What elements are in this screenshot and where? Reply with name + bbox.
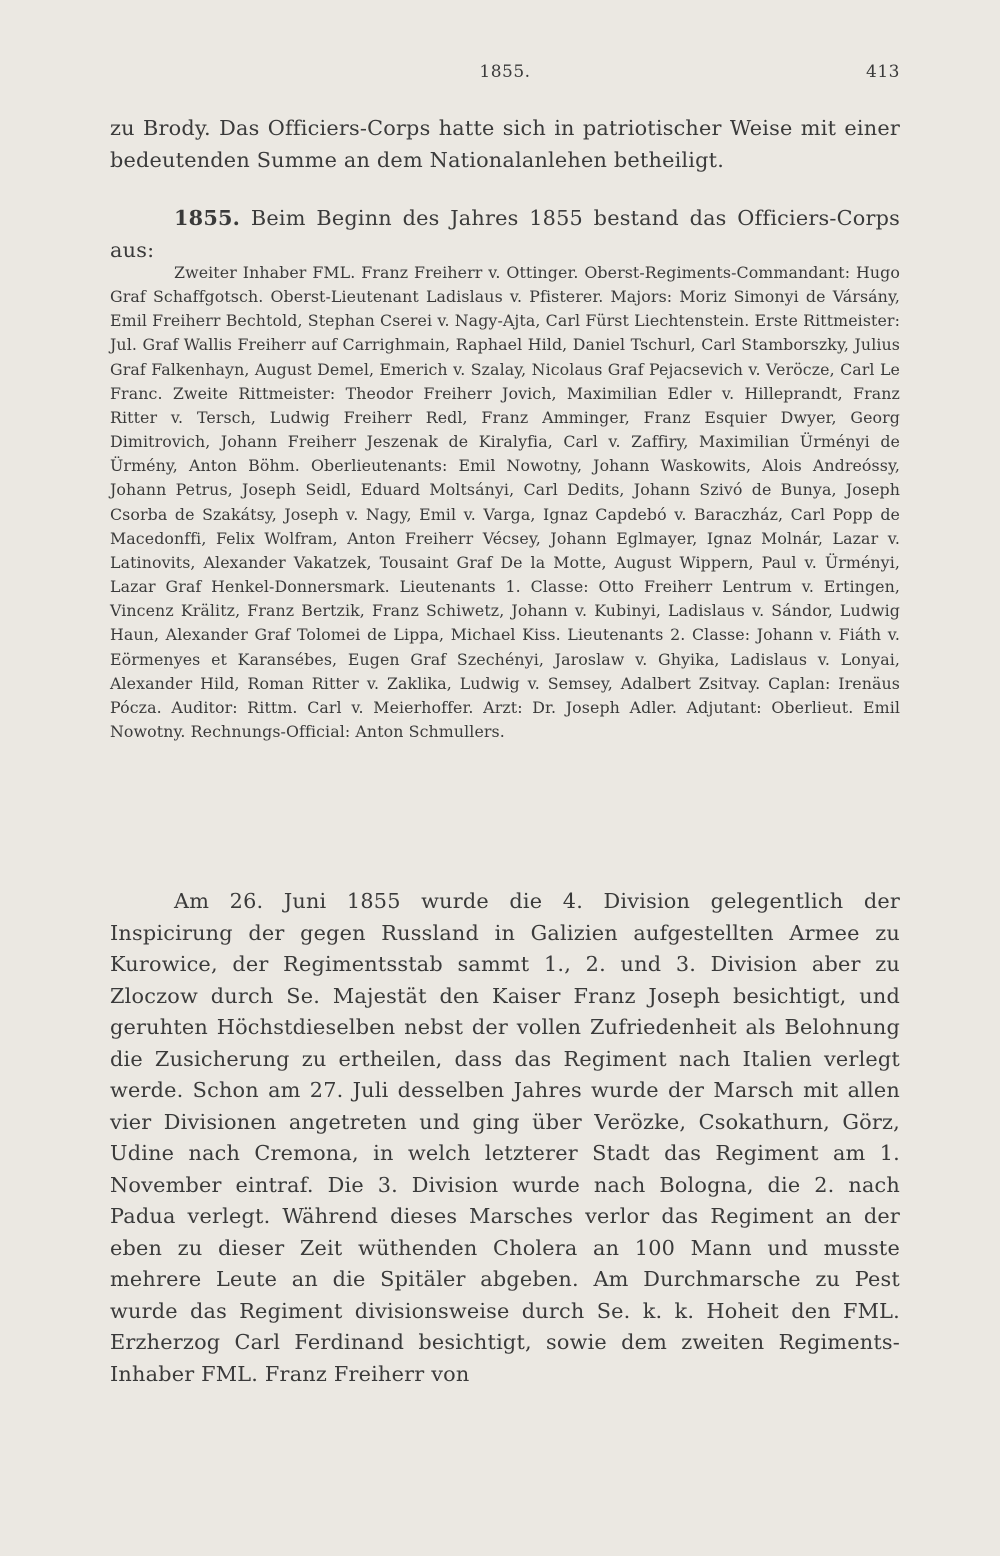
officer-roster-block: [110, 261, 900, 744]
narrative-block: [110, 886, 900, 1390]
intro-paragraph-block: [110, 113, 900, 176]
running-header: [110, 62, 900, 86]
intro-paragraph: zu Brody. Das Officiers-Corps hatte sich in patriotischer Weise mit einer bedeutenden Summe an dem Nationalanlehen betheiligt.: [110, 116, 900, 172]
year-intro-text: Beim Beginn des Jahres 1855 bestand das Officiers-Corps aus:: [110, 206, 900, 262]
year-heading: 1855.: [174, 205, 241, 230]
narrative-paragraph: Am 26. Juni 1855 wurde die 4. Division gelegentlich der Inspicirung der gegen Russland in Galizien aufgestellten Armee zu Kurowice, der Regimentsstab sammt 1., 2. und 3. Division aber zu Zloczow durch Se. Majestät den Kaiser Franz Joseph besichtigt, und geruhten Höchstdieselben nebst der vollen Zufriedenheit als Belohnung die Zusicherung zu ertheilen, dass das Regiment nach Italien verlegt werde. Schon am 27. Juli desselben Jahres wurde der Marsch mit allen vier Divisionen angetreten und ging über Verözke, Csokathurn, Görz, Udine nach Cremona, in welch letzterer Stadt das Regiment am 1. November eintraf. Die 3. Division wurde nach Bologna, die 2. nach Padua verlegt. Während dieses Marsches verlor das Regiment an der eben zu dieser Zeit wüthenden Cholera an 100 Mann und musste mehrere Leute an die Spitäler abgeben. Am Durchmarsche zu Pest wurde das Regiment divisionsweise durch Se. k. k. Hoheit den FML. Erzherzog Carl Ferdinand besichtigt, sowie dem zweiten Regiments-Inhaber FML. Franz Freiherr von: [110, 889, 900, 1386]
header-year: 1855.: [479, 62, 531, 82]
year-section-block: [110, 202, 900, 266]
page-number: 413: [866, 62, 900, 82]
officer-roster-paragraph: Zweiter Inhaber FML. Franz Freiherr v. Ottinger. Oberst-Regiments-Commandant: Hugo Graf Schaffgotsch. Oberst-Lieutenant Ladislaus v. Pfisterer. Majors: Moriz Simonyi de Vársány, Emil Freiherr Bechtold, Stephan Cserei v. Nagy-Ajta, Carl Fürst Liechtenstein. Erste Rittmeister: Jul. Graf Wallis Freiherr auf Carrighmain, Raphael Hild, Daniel Tschurl, Carl Stamborszky, Julius Graf Falkenhayn, August Demel, Emerich v. Szalay, Nicolaus Graf Pejacsevich v. Veröcze, Carl Le Franc. Zweite Rittmeister: Theodor Freiherr Jovich, Maximilian Edler v. Hilleprandt, Franz Ritter v. Tersch, Ludwig Freiherr Redl, Franz Amminger, Franz Esquier Dwyer, Georg Dimitrovich, Johann Freiherr Jeszenak de Kiralyfia, Carl v. Zaffiry, Maximilian Ürményi de Ürmény, Anton Böhm. Oberlieutenants: Emil Nowotny, Johann Waskowits, Alois Andreóssy, Johann Petrus, Joseph Seidl, Eduard Moltsányi, Carl Dedits, Johann Szivó de Bunya, Joseph Csorba de Szakátsy, Joseph v. Nagy, Emil v. Varga, Ignaz Capdebó v. Baraczház, Carl Popp de Macedonffi, Felix Wolfram, Anton Freiherr Vécsey, Johann Eglmayer, Ignaz Molnár, Lazar v. Latinovits, Alexander Vakatzek, Tousaint Graf De la Motte, August Wippern, Paul v. Ürményi, Lazar Graf Henkel-Donnersmark. Lieutenants 1. Classe: Otto Freiherr Lentrum v. Ertingen, Vincenz Krälitz, Franz Bertzik, Franz Schiwetz, Johann v. Kubinyi, Ladislaus v. Sándor, Ludwig Haun, Alexander Graf Tolomei de Lippa, Michael Kiss. Lieutenants 2. Classe: Johann v. Fiáth v. Eörmenyes et Karansébes, Eugen Graf Szechényi, Jaroslaw v. Ghyika, Ladislaus v. Lonyai, Alexander Hild, Roman Ritter v. Zaklika, Ludwig v. Semsey, Adalbert Zsitvay. Caplan: Irenäus Pócza. Auditor: Rittm. Carl v. Meierhoffer. Arzt: Dr. Joseph Adler. Adjutant: Oberlieut. Emil Nowotny. Rechnungs-Official: Anton Schmullers.: [110, 263, 900, 741]
year-section-paragraph: [110, 202, 900, 266]
